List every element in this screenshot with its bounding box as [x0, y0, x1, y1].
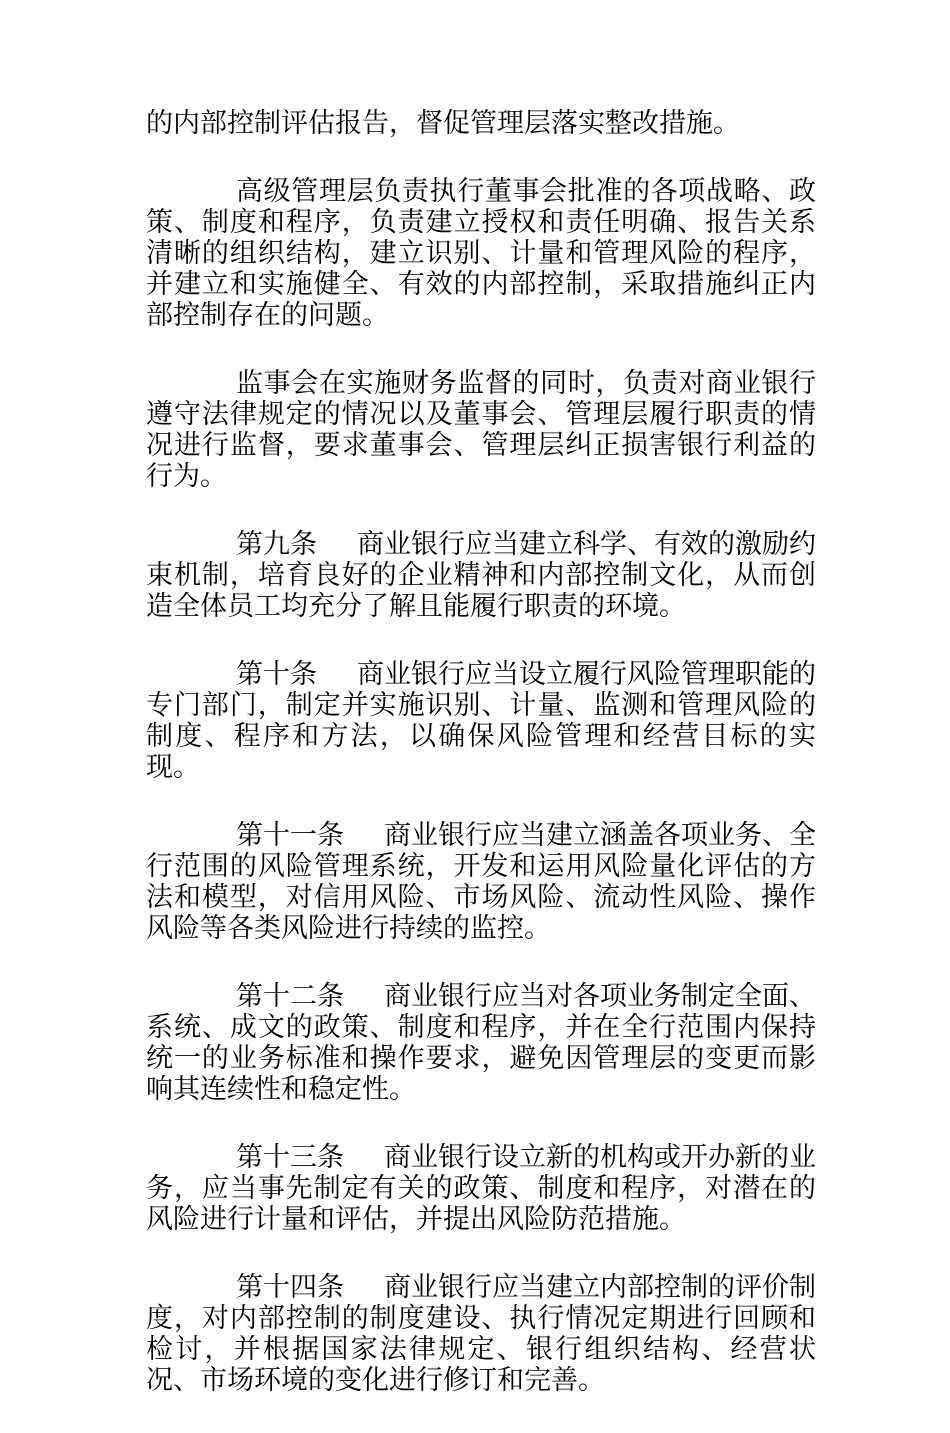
article-10: [146, 659, 816, 783]
article-11: [146, 820, 816, 944]
article-number: 第九条: [236, 529, 317, 560]
paragraph-text: 高级管理层负责执行董事会批准的各项战略、政策、制度和程序，负责建立授权和责任明确、报告关系清晰的组织结构，建立识别、计量和管理风险的程序，并建立和实施健全、有效的内部控制，采取措施纠正内部控制存在的问题。: [146, 176, 816, 331]
paragraph-continuation: [146, 108, 816, 139]
article-number: 第十二条: [236, 981, 344, 1012]
paragraph-senior-management: [146, 176, 816, 331]
article-number: 第十四条: [236, 1272, 344, 1303]
article-text: 商业银行应当对各项业务制定全面、系统、成文的政策、制度和程序，并在全行范围内保持统一的业务标准和操作要求，避免因管理层的变更而影响其连续性和稳定性。: [146, 981, 816, 1105]
article-text: 商业银行应当设立履行风险管理职能的专门部门，制定并实施识别、计量、监测和管理风险的制度、程序和方法，以确保风险管理和经营目标的实现。: [146, 659, 816, 783]
paragraph-text: 的内部控制评估报告，督促管理层落实整改措施。: [146, 108, 740, 139]
article-13: [146, 1142, 816, 1235]
article-number: 第十一条: [236, 820, 344, 851]
article-number: 第十三条: [236, 1142, 344, 1173]
article-text: 商业银行应当建立涵盖各项业务、全行范围的风险管理系统，开发和运用风险量化评估的方法和模型，对信用风险、市场风险、流动性风险、操作风险等各类风险进行持续的监控。: [146, 820, 816, 944]
paragraph-supervisory-board: [146, 368, 816, 492]
article-text: 商业银行设立新的机构或开办新的业务，应当事先制定有关的政策、制度和程序，对潜在的风险进行计量和评估，并提出风险防范措施。: [146, 1142, 816, 1235]
article-text: 商业银行应当建立科学、有效的激励约束机制，培育良好的企业精神和内部控制文化，从而创造全体员工均充分了解且能履行职责的环境。: [146, 529, 816, 622]
paragraph-text: 监事会在实施财务监督的同时，负责对商业银行遵守法律规定的情况以及董事会、管理层履行职责的情况进行监督，要求董事会、管理层纠正损害银行利益的行为。: [146, 368, 816, 492]
article-14: [146, 1272, 816, 1396]
document-page: [146, 108, 816, 1433]
article-text: 商业银行应当建立内部控制的评价制度，对内部控制的制度建设、执行情况定期进行回顾和检讨，并根据国家法律规定、银行组织结构、经营状况、市场环境的变化进行修订和完善。: [146, 1272, 816, 1396]
article-number: 第十条: [236, 659, 317, 690]
article-9: [146, 529, 816, 622]
article-12: [146, 981, 816, 1105]
